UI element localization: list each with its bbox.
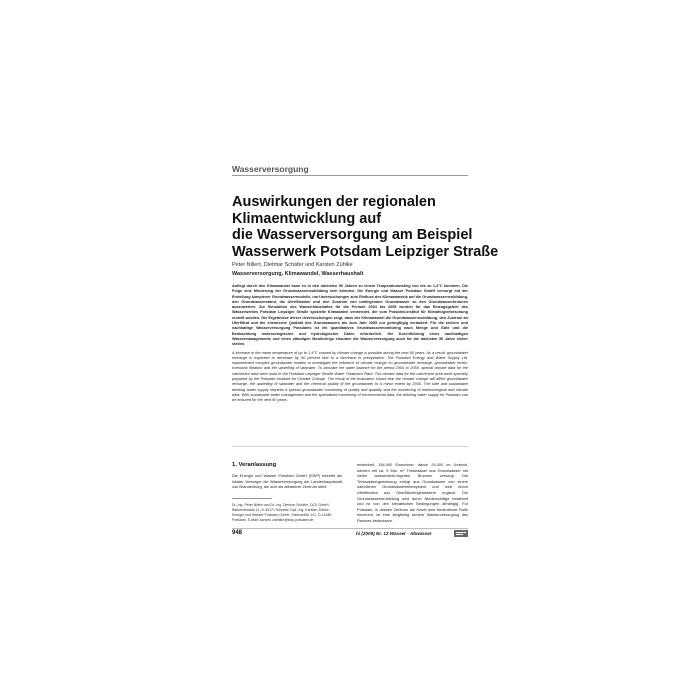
keywords: Wasserversorgung, Klimawandel, Wasserhaushalt	[232, 271, 364, 277]
footer-divider	[232, 528, 468, 529]
section-heading: 1. Veranlassung	[232, 462, 277, 468]
section-divider	[232, 175, 468, 176]
section-label: Wasserversorgung	[232, 164, 309, 174]
abstract-german: Auflegt durch den Klimawandel kann es in den nächsten 50 Jahren zu einem Temperaturanstieg von bis zu 1,4°C kommen. Die Folge eine Minderung der Grundwasserneubildung sein könnten. Die Energie und Wasser Potsdam GmbH versorgt mit der Erstellung komplexer Grundwassermodelle, um Untersuchungen zum Einfluss des Klimawandels auf die Grundwasserneubildung, den Grundwasserstand, die Uferfiltration und den Zustrom von umliegenden Grundwasser zu den Grundwasserbrunnen auszuwerten. Zur Simulation des Wasserhaushaltes für die Periode 2004 bis 2055 wurden für das Einzugsgebiet des Wasserwerkes Potsdam Leipziger Straße spezielle Klimadaten verwendet, die vom Potsdam-Institut für Klimafolgenforschung erstellt wurden. Die Ergebnisse dieser Untersuchungen zeigt, dass der Klimawandel die Grundwasserneubildung, den Zustrom an Uferfiltrat und die chemische Qualität des Grundwassers bis zum Jahr 2055 nur geringfügig verändert. Für die sichere und nachhaltige Wasserversorgung Potsdams ist ein quantitatives Grundwassermonitoring nach Menge und Güte und die Beobachtung meteorologischer und hydrologischer Daten erforderlich. Die Durchführung eines nachhaltigen Wassermanagements und eines ständigen Monitorings erlauben die Wasserversorgung auch für die nächsten 50 Jahre sicher stellen.	[232, 284, 468, 347]
page-number: 948	[232, 530, 243, 536]
title-line: die Wasserversorgung am Beispiel	[232, 227, 473, 243]
abstract-english: A increase in the mean temperature of up to 1.4°C caused by climate change is possible during the next 50 years. As a result, groundwater recharge is expected to decrease by 50 percent due to a decrease in precipitation. The Potsdam Energy and Water Supply Ltd. implemented complex groundwater models to investigate the influence of climate change on groundwater recharge, groundwater levels, riverbank filtration and the upwelling of saltwater. To simulate the water balance for the period 2004 to 2055, special climate data for the catchment area were used in the Potsdam Leipziger Straße Water Treatment Plant. The climate data for the catchment area were specially prepared by the Potsdam Institute for Climate Change. The result of the evaluation shows that the climate change will affect groundwater recharge, the upwelling of saltwater and the chemical quality of the groundwater to a minor extent by 2055. The safe and sustainable drinking water supply requires a special groundwater monitoring of quality and quantity and the monitoring of meteorological and climate data. With sustainable water management and the specialised monitoring of environmental data, the drinking water supply for Potsdam can be ensured for the next 50 years.	[232, 350, 468, 403]
journal-logo-icon	[454, 530, 468, 537]
right-column	[357, 462, 468, 524]
abstract-divider	[232, 446, 468, 447]
body-paragraph-right: entwickelt, 154.000 Einwohner, davon 24.000 im Umland, werden mit ca. 9 Mio. m³ Trinkwasser aus Grundwasser mit vielen wasserwerk-eigenen Brunnen versorgt. Die Trinkwassergewinnung erfolgt aus Grundwasser von einem natürlichen Grundwasserleitersystem und wird durch Uferfiltration aus Oberflächengewässern ergänzt. Die Grundwasserneubildung wird durch Niederschläge bestimmt und ist von den klimatischen Bedingungen abhängig. Für Potsdam, in dessen Zentrum die Havel eine bedeutende Rolle einnimmt, ist eine langfristig sichere Wasserversorgung des Raumes bedeutsam.	[357, 462, 468, 523]
title-line: Auswirkungen der regionalen	[232, 194, 436, 210]
title-line: Klimaentwicklung auf	[232, 210, 382, 227]
left-column	[232, 462, 342, 523]
author-list: Peter Nillert, Dietmar Schäfer und Karsten Zühlke	[232, 262, 353, 268]
body-paragraph-left: Die Energie und Wasser Potsdam GmbH (EWP) betreibt als lokaler Versorger die Wasserversorgung der Landeshauptstadt von Brandenburg, die sich als attraktiver Zentrum steht	[232, 473, 342, 490]
affiliation-divider	[232, 498, 272, 499]
article-title	[232, 194, 499, 260]
author-affiliation: Dr.-Ing. Peter Nillert und Dr.-Ing. Dietmar Schäfer, DCS GmbH, Bahnhofstraße 11, D-39171 Sülzetal, Dipl.-Ing. Karsten Zühlke, Energie und Wasser Potsdam GmbH, Steinstraße 101, D-14480 Potsdam, E-Mail: karsten.zuehlke@swp-potsdam.de	[232, 502, 332, 522]
journal-reference: hi (2009) Nr. 12 Wasser · Abwasser	[356, 531, 432, 536]
abstract	[232, 284, 468, 404]
title-line: Wasserwerk Potsdam Leipziger Straße	[232, 243, 499, 260]
